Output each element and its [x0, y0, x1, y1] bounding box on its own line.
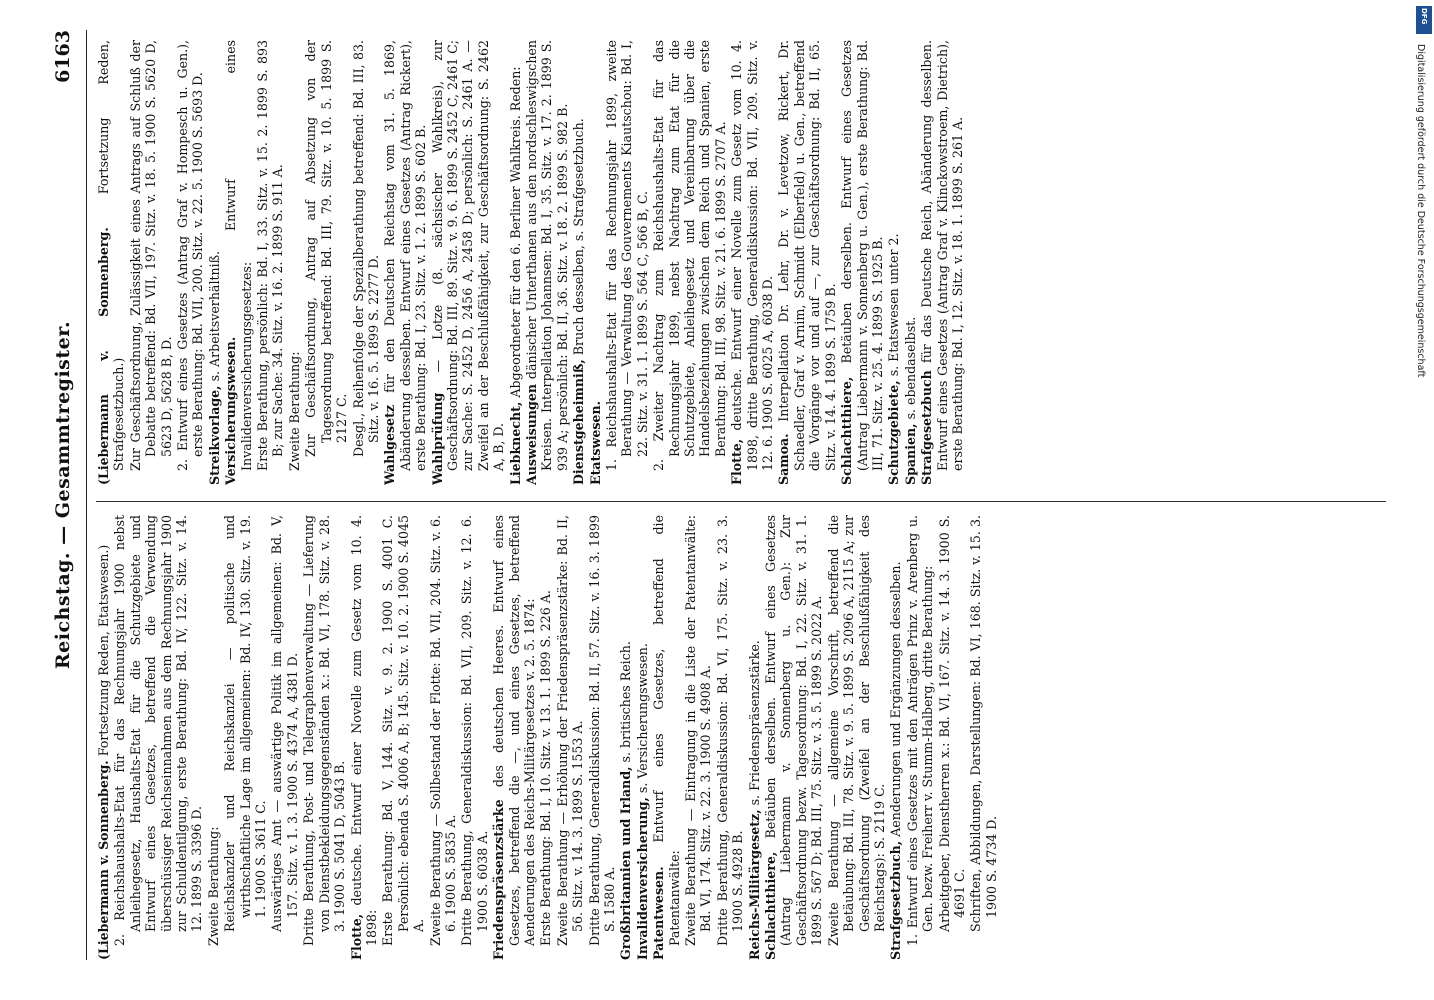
right-column-entry	[651, 40, 728, 485]
left-column-entry	[206, 515, 221, 960]
left-column-entry	[888, 515, 903, 960]
page-number: 6163	[52, 30, 74, 83]
left-column-entry	[538, 515, 553, 960]
entry-text: Zweite Berathung — Eintragung in die Liste der Patentanwälte: Bd. VI, 174. Sitz. v. 22. 3. 1900 S. 4908 A.	[683, 515, 714, 946]
entry-text: Auswärtiges Amt — auswärtige Politik im allgemeinen: Bd. V, 157. Sitz. v. 1. 3. 1900 S. 4374 A, 4381 D.	[269, 515, 300, 932]
entry-text: Reichskanzler und Reichskanzlei — politische und wirthschaftliche Lage im allgemeinen: Bd. IV, 130. Sitz. v. 19. 1. 1900 S. 3611 C.	[222, 515, 269, 932]
entry-text: 1. Reichshaushalts-Etat für das Rechnungsjahr 1899, zweite Berathung — Verwaltung des Gouvernements Kiautschou: Bd. I, 22. Sitz. v. 31. 1. 1899 S. 564 C, 566 B, C.	[604, 40, 650, 471]
entry-text: Aenderungen und Ergänzungen desselben.	[888, 561, 904, 841]
right-column-entry	[287, 40, 302, 485]
entry-text: — Lotze (8. sächsischer Wahlkreis), zur Geschäftsordnung: Bd. III, 89. Sitz. v. 9. 6. 1899 S. 2452 C, 2461 C; zur Sache: S. 2452 D, 2456 A, 2458 D; persönlich: S. 2461 A. — Zweifel an der Beschlußfähigkeit, zur Geschäftsordnung: S. 2462 A, B, D.	[429, 40, 507, 471]
left-column-entry	[635, 515, 650, 960]
right-column-entry	[776, 40, 838, 485]
right-column-entry	[839, 40, 885, 485]
entry-text: s. Friedenspräsenzstärke.	[746, 640, 762, 810]
entry-text: Dritte Berathung, Generaldiskussion: Bd. VI, 175. Sitz. v. 23. 3. 1900 S. 4928 B.	[714, 515, 746, 946]
entry-text: 1. Entwurf eines Gesetzes mit den Anträgen Prinz v. Arenberg u. Gen. bezw. Freiherr v. Stumm-Halberg, dritte Berathung:	[904, 515, 936, 946]
entry-text: Arbeitgeber, Dienstherren x.: Bd. VI, 167. Sitz. v. 14. 3. 1900 S. 4691 C.	[936, 515, 967, 932]
left-column-entry	[937, 515, 968, 960]
right-column-entry	[223, 40, 254, 485]
entry-headword: Wahlgesetz	[382, 404, 398, 485]
right-column-entry	[903, 40, 918, 485]
left-column-entry	[380, 515, 426, 960]
entry-text: Desgl., Reihenfolge der Spezialberathung betreffend: Bd. III, 83. Sitz. v. 16. 5. 1899 S. 2277 D.	[350, 40, 381, 457]
entry-text: Entwurf eines Invalidenversicherungsgesetzes:	[223, 40, 254, 471]
entry-text: s. ebendaselbst.	[902, 316, 918, 424]
entry-text: 2. Reichshaushalts-Etat für das Rechnungsjahr 1900 nebst Anleihegesetz, Haushalts-Etat für die Schutzgebiete und Entwurf eines Gesetzes, betreffend die Verwendung überschüssiger Reichseinnahmen aus dem Rechnungsjahr 1900 zur Schuldentilgung, erste Berathung: Bd. IV, 122. Sitz. v. 14. 12. 1899 S. 3396 D.	[112, 515, 205, 946]
right-column-entry	[729, 40, 775, 485]
left-column-entry	[555, 515, 586, 960]
left-column-entry	[715, 515, 746, 960]
entry-headword: Reichs-Militärgesetz,	[746, 809, 762, 960]
entry-text: Erste Berathung: Bd. V, 144. Sitz. v. 9. 2. 1900 S. 4001 C. Persönlich: ebenda S. 4006 A, B; 145. Sitz. v. 10. 2. 1900 S. 4045 A.	[380, 515, 427, 946]
entry-headword: Schlachtthiere,	[763, 851, 779, 960]
right-column-entry	[255, 40, 286, 485]
entry-headword: (Liebermann v. Sonnenberg.	[96, 227, 111, 485]
entry-headword: Patentwesen.	[651, 866, 667, 960]
entry-text: s. Versicherungswesen.	[634, 643, 650, 798]
entry-text: Entwurf eines Gesetzes, betreffend die Patentanwälte:	[651, 515, 682, 946]
entry-text: Dritte Berathung, Post- und Telegraphenverwaltung — Lieferung von Dienstbekleidungsgegenständen x.: Bd. VI, 178. Sitz. v. 28. 3. 1900 S. 5041 D, 5043 B.	[301, 515, 348, 946]
entry-headword: Etatswesen.	[587, 401, 603, 485]
left-column-entry	[428, 515, 459, 960]
right-column-entry	[351, 40, 382, 485]
entry-headword: Großbritannien und Irland,	[618, 766, 634, 960]
entry-headword: Schlachtthiere,	[839, 376, 855, 485]
left-column-entry	[651, 515, 682, 960]
entry-text: Schriften, Abbildungen, Darstellungen: Bd. VI, 168. Sitz. v. 15. 3. 1900 S. 4734 D.	[968, 515, 999, 932]
entry-text: Erste Berathung: Bd. I, 10. Sitz. v. 13. 1. 1899 S. 226 A.	[538, 590, 554, 946]
entry-text: s. Etatswesen unter 2.	[886, 233, 902, 381]
right-column-entry	[524, 40, 570, 485]
left-column-entry	[349, 515, 380, 960]
entry-headword: Flotte,	[348, 913, 364, 960]
left-column-entry	[222, 515, 268, 960]
right-column-entry	[588, 40, 603, 485]
left-column-entry	[826, 515, 888, 960]
entry-text: dänischer Unterthanen aus den nordschleswigschen Kreisen. Interpellation Johannsen: Bd. I, 35. Sitz. v. 17. 2. 1899 S. 939 A; persönlich: Bd. II, 36. Sitz. v. 18. 2. 1899 S. 982 B.	[523, 40, 570, 471]
right-column-entry	[303, 40, 349, 485]
digitization-note: Digitalisierung gefördert durch die Deutsche Forschungsgemeinschaft	[1415, 44, 1426, 378]
entry-text: Betäuben derselben. Entwurf eines Gesetzes (Antrag Liebermann v. Sonnenberg u. Gen.): Zur Geschäftsordnung bezw. Tagesordnung: Bd. I, 22. Sitz. v. 31. 1. 1899 S. 567 D; Bd. III, 75. Sitz. v. 3. 5. 1899 S. 2022 A.	[763, 515, 825, 946]
entry-text: für den Deutschen Reichstag vom 31. 5. 1869, Abänderung desselben. Entwurf eines Gesetzes (Antrag Rickert), erste Berathung: Bd. I, 23. Sitz. v. 1. 2. 1899 S. 602 B.	[382, 40, 429, 471]
left-column-entry	[618, 515, 633, 960]
entry-text: s. britisches Reich.	[618, 641, 634, 767]
entry-headword: Ausweisungen	[523, 383, 539, 485]
entry-text: des deutschen Heeres. Entwurf eines Gesetzes, betreffend die —, und eines Gesetzes, betreffend Aenderungen des Reichs-Militärgesetzes v. 2. 5. 1874:	[491, 515, 537, 946]
left-column-entry	[301, 515, 347, 960]
entry-headword: Wahlprüfung	[429, 392, 445, 485]
dfg-logo: DFG	[1416, 6, 1432, 34]
entry-text: Bruch desselben, s. Strafgesetzbuch.	[571, 118, 587, 360]
entry-headword: Schutzgebiete,	[886, 380, 902, 485]
entry-text: Zur Geschäftsordnung, Zulässigkeit eines Antrags auf Schluß der Debatte betreffend: Bd. VII, 197. Sitz. v. 18. 5. 1900 S. 5620 D, 5623 D, 5628 B, D.	[127, 40, 174, 471]
entry-headword: Samoa.	[776, 433, 792, 485]
right-column-entry	[382, 40, 428, 485]
entry-text: Zur Geschäftsordnung, Antrag auf Absetzung von der Tagesordnung betreffend: Bd. III, 79. Sitz. v. 10. 5. 1899 S. 2127 C.	[303, 40, 350, 457]
right-column-entry	[430, 40, 507, 485]
entry-headword: Strafgesetzbuch,	[888, 840, 904, 960]
left-column-entry	[459, 515, 490, 960]
entry-text: Fortsetzung Reden, Etatswesen.)	[96, 544, 111, 761]
entry-headword: Versicherungswesen.	[223, 336, 239, 485]
left-column-entry	[587, 515, 618, 960]
page-header	[52, 30, 82, 960]
left-column-entry	[968, 515, 999, 960]
left-column-entry	[491, 515, 537, 960]
right-column-entry	[919, 40, 965, 485]
right-column-entry	[571, 40, 586, 485]
right-column-entry	[508, 40, 523, 485]
running-title: Reichstag. — Gesammtregister.	[52, 320, 74, 670]
entry-text: Abgeordneter für den 6. Berliner Wahlkreis. Reden:	[507, 66, 523, 402]
left-column-entry	[747, 515, 762, 960]
entry-text: Zweite Berathung — Erhöhung der Friedenspräsenzstärke: Bd. II, 56. Sitz. v. 14. 3. 1899 S. 1553 A.	[554, 515, 586, 946]
entry-text: Dritte Berathung, Generaldiskussion: Bd. VII, 209. Sitz. v. 12. 6. 1900 S. 6038 A.	[459, 515, 490, 946]
entry-text: Zweite Berathung — Sollbestand der Flotte: Bd. VII, 204. Sitz. v. 6. 6. 1900 S. 5835 A.	[427, 515, 458, 946]
left-column-entry	[112, 515, 204, 960]
entry-text: Fortsetzung Reden, Strafgesetzbuch.)	[96, 40, 127, 471]
entry-text: deutsche. Entwurf einer Novelle zum Gesetz vom 10. 4. 1898, dritte Berathung, Generaldiskussion: Bd. VII, 209. Sitz. v. 12. 6. 1900 S. 6025 A, 6038 D.	[729, 40, 776, 471]
entry-headword: Liebknecht,	[507, 401, 523, 485]
entry-text: für das Deutsche Reich, Abänderung desselben. Entwurf eines Gesetzes (Antrag Graf v. Klinckowstroem, Dietrich), erste Berathung: Bd. I, 12. Sitz. v. 18. 1. 1899 S. 261 A.	[919, 40, 965, 471]
entry-text: Zweite Berathung:	[205, 826, 221, 946]
entry-text: 2. Entwurf eines Gesetzes (Antrag Graf v. Hompesch u. Gen.), erste Berathung: Bd. VII, 200. Sitz. v. 22. 5. 1900 S. 5693 D.	[175, 40, 206, 471]
right-column-entry	[886, 40, 901, 485]
entry-text: s. Arbeitsverhältniß.	[206, 250, 222, 386]
left-column-entry	[763, 515, 825, 960]
entry-text: Zweite Berathung:	[286, 351, 302, 471]
entry-headword: Spanien,	[902, 423, 918, 485]
header-rule	[86, 30, 87, 960]
right-column-entry	[96, 40, 127, 485]
right-column-entry	[207, 40, 222, 485]
entry-headword: Dienstgeheimniß,	[571, 359, 587, 485]
left-column-entry	[905, 515, 936, 960]
entry-text: deutsche. Entwurf einer Novelle zum Gesetz vom 10. 4. 1898:	[348, 515, 379, 946]
right-column-entry	[175, 40, 206, 485]
right-column-entry	[128, 40, 174, 485]
entry-headword: (Liebermann v. Sonnenberg.	[96, 760, 111, 960]
left-column-entry	[96, 515, 111, 960]
entry-text: Zweite Berathung — allgemeine Vorschrift, betreffend die Betäubung: Bd. III, 78. Sitz. v. 9. 5. 1899 S. 2096 A, 2115 A; zur Geschäftsordnung (Zweifel an der Beschlußfähigkeit des Reichstags): S. 2119 C.	[825, 515, 887, 946]
entry-text: Dritte Berathung, Generaldiskussion: Bd. II, 57. Sitz. v. 16. 3. 1899 S. 1580 A.	[586, 515, 617, 946]
left-column	[96, 515, 1386, 960]
right-column-entry	[604, 40, 650, 485]
column-divider	[96, 501, 1386, 502]
entry-text: Betäuben derselben. Entwurf eines Gesetzes (Antrag Liebermann v. Sonnenberg u. Gen.), erste Berathung: Bd. III, 71. Sitz. v. 25. 4. 1899 S. 1925 B.	[839, 40, 885, 471]
entry-headword: Flotte,	[729, 438, 745, 485]
right-column	[96, 40, 1386, 485]
entry-headword: Strafgesetzbuch	[919, 370, 935, 485]
left-column-entry	[269, 515, 300, 960]
entry-headword: Invalidenversicherung,	[634, 797, 650, 960]
entry-headword: Streikvorlage,	[206, 385, 222, 485]
entry-headword: Friedenspräsenzstärke	[491, 799, 507, 960]
entry-text: Interpellation Dr. Lehr, Dr. v. Levetzow, Rickert, Dr. Schaedler, Graf v. Arnim, Schmidt (Elberfeld) u. Gen., betreffend die Vorgänge vor und auf —, zur Geschäftsordnung: Bd. II, 65. Sitz. v. 14. 4. 1899 S. 1759 B.	[776, 40, 838, 471]
entry-text: 2. Zweiter Nachtrag zum Reichshaushalts-Etat für das Rechnungsjahr 1899, nebst Nachtrag zum Etat für die Schutzgebiete, Anleihegesetz und Vereinbarung über die Handelsbeziehungen zwischen dem Reich und Spanien, erste Berathung: Bd. III, 98. Sitz. v. 21. 6. 1899 S. 2707 A.	[651, 40, 728, 471]
entry-text: Erste Berathung, persönlich: Bd. I, 33. Sitz. v. 15. 2. 1899 S. 893 B; zur Sache: 34. Sitz. v. 16. 2. 1899 S. 911 A.	[255, 40, 286, 471]
left-column-entry	[683, 515, 714, 960]
